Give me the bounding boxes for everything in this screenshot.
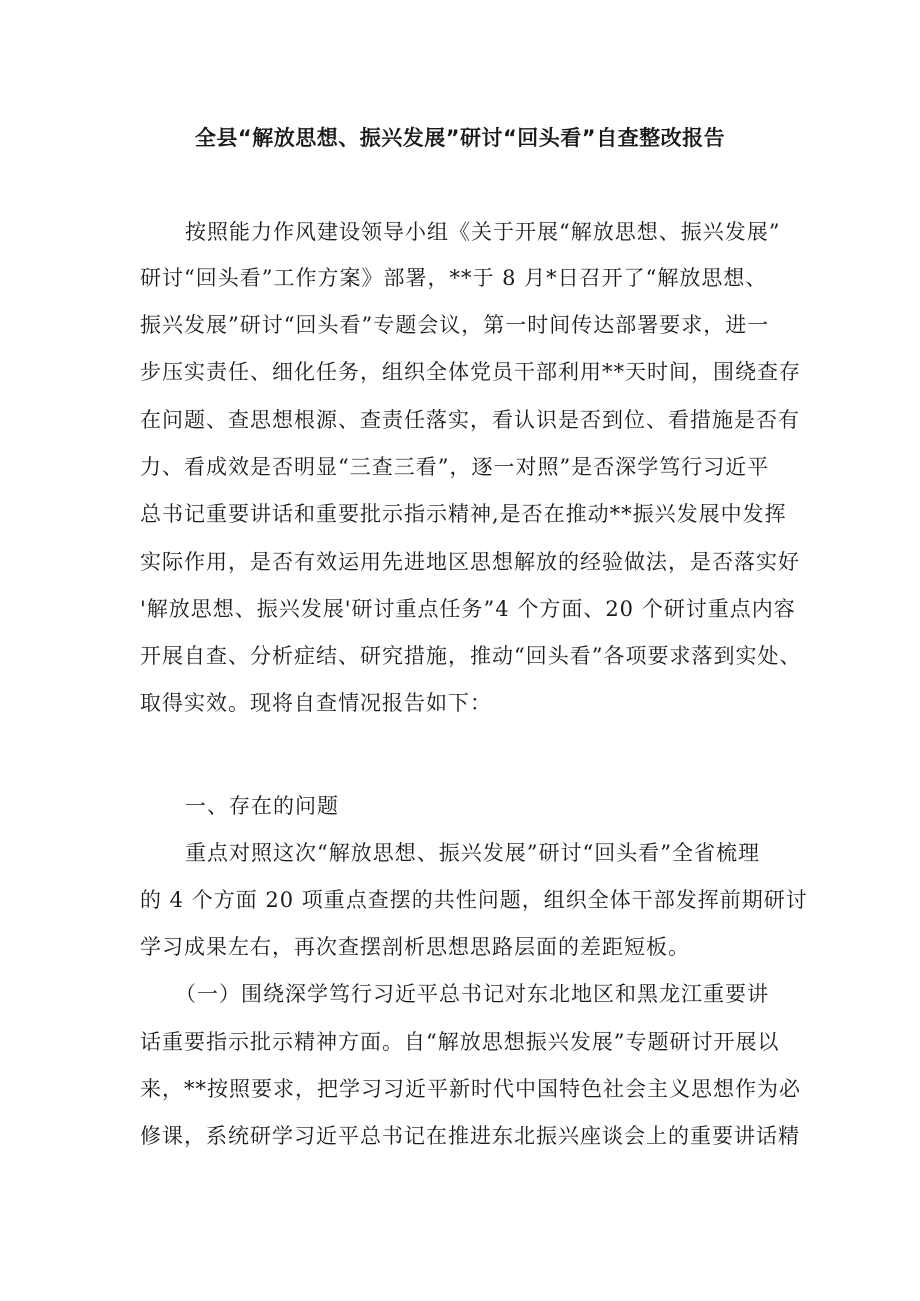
intro-line: 在问题、查思想根源、查责任落实，看认识是否到位、看措施是否有 [140, 408, 800, 432]
intro-line: 取得实效。现将自查情况报告如下： [140, 691, 492, 715]
intro-line: 力、看成效是否明显“三查三看”，逐一对照”是否深学笃行习近平 [140, 455, 770, 479]
intro-line: '解放思想、振兴发展'研讨重点任务”4 个方面、20 个研讨重点内容 [140, 597, 796, 621]
intro-line: 按照能力作风建设领导小组《关于开展“解放思想、振兴发展” [185, 220, 781, 244]
intro-line: 步压实责任、细化任务，组织全体党员干部利用**天时间，围绕查存 [140, 360, 801, 384]
subsection-line: 来，**按照要求，把学习习近平新时代中国特色社会主义思想作为必 [140, 1077, 801, 1101]
subsection-line: 话重要指示批示精神方面。自“解放思想振兴发展”专题研讨开展以 [140, 1030, 780, 1054]
intro-line: 开展自查、分析症结、研究措施，推动“回头看”各项要求落到实处、 [140, 644, 802, 668]
section-heading: 一、存在的问题 [185, 794, 339, 818]
intro-line: 振兴发展”研讨“回头看”专题会议，第一时间传达部署要求，进一 [140, 313, 770, 337]
section-paragraph-line: 重点对照这次“解放思想、振兴发展”研讨“回头看”全省梳理 [185, 841, 760, 865]
intro-line: 实际作用，是否有效运用先进地区思想解放的经验做法，是否落实好 [140, 550, 800, 574]
section-paragraph-line: 学习成果左右，再次查摆剖析思想思路层面的差距短板。 [140, 935, 690, 959]
document-title: 全县“解放思想、振兴发展”研讨“回头看”自查整改报告 [194, 126, 726, 150]
intro-line: 研讨“回头看”工作方案》部署，**于 8 月*日召开了“解放思想、 [140, 266, 768, 290]
section-paragraph-line: 的 4 个方面 20 项重点查摆的共性问题，组织全体干部发挥前期研讨 [140, 888, 808, 912]
intro-line: 总书记重要讲话和重要批示指示精神,是否在推动**振兴发展中发挥 [140, 502, 787, 526]
subsection-line: （一）围绕深学笃行习近平总书记对东北地区和黑龙江重要讲 [175, 982, 769, 1006]
subsection-line: 修课，系统研学习近平总书记在推进东北振兴座谈会上的重要讲话精 [140, 1124, 800, 1148]
